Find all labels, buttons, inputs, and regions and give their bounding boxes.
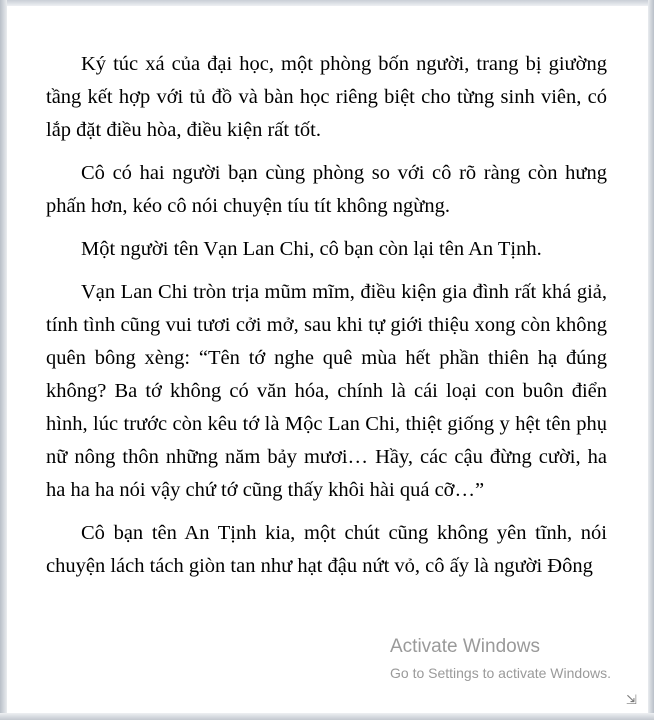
window-frame-bottom — [0, 713, 654, 720]
paragraph-5: Cô bạn tên An Tịnh kia, một chút cũng không yên tĩnh, nói chuyện lách tách giòn tan như hạt đậu nứt vỏ, cô ấy là người Đông — [46, 522, 607, 577]
document-page — [46, 48, 607, 593]
watermark-title: Activate Windows — [390, 636, 540, 657]
resize-grip-icon[interactable]: ⇲ — [626, 693, 637, 708]
activate-windows-watermark — [390, 634, 611, 682]
paragraph-2: Cô có hai người bạn cùng phòng so với cô rõ ràng còn hưng phấn hơn, kéo cô nói chuyện tíu tít không ngừng. — [46, 162, 607, 217]
paragraph-4: Vạn Lan Chi tròn trịa mũm mĩm, điều kiện gia đình rất khá giả, tính tình cũng vui tươi cởi mở, sau khi tự giới thiệu xong còn không quên bông xèng: “Tên tớ nghe quê mùa hết phần thiên hạ đúng không? Ba tớ không có văn hóa, chính là cái loại con buôn điển hình, lúc trước còn kêu tớ là Mộc Lan Chi, thiệt giống y hệt tên phụ nữ nông thôn những năm bảy mươi… Hầy, các cậu đừng cười, ha ha ha ha nói vậy chứ tớ cũng thấy khôi hài quá cỡ…” — [46, 281, 607, 501]
window-frame-right — [648, 0, 654, 720]
watermark-subtitle: Go to Settings to activate Windows. — [390, 665, 611, 681]
paragraph-1: Ký túc xá của đại học, một phòng bốn người, trang bị giường tầng kết hợp với tủ đồ và bàn học riêng biệt cho từng sinh viên, có lắp đặt điều hòa, điều kiện rất tốt. — [46, 53, 607, 141]
window-frame-left — [0, 0, 7, 720]
window-frame-top — [0, 0, 654, 6]
paragraph-3: Một người tên Vạn Lan Chi, cô bạn còn lại tên An Tịnh. — [81, 238, 542, 260]
